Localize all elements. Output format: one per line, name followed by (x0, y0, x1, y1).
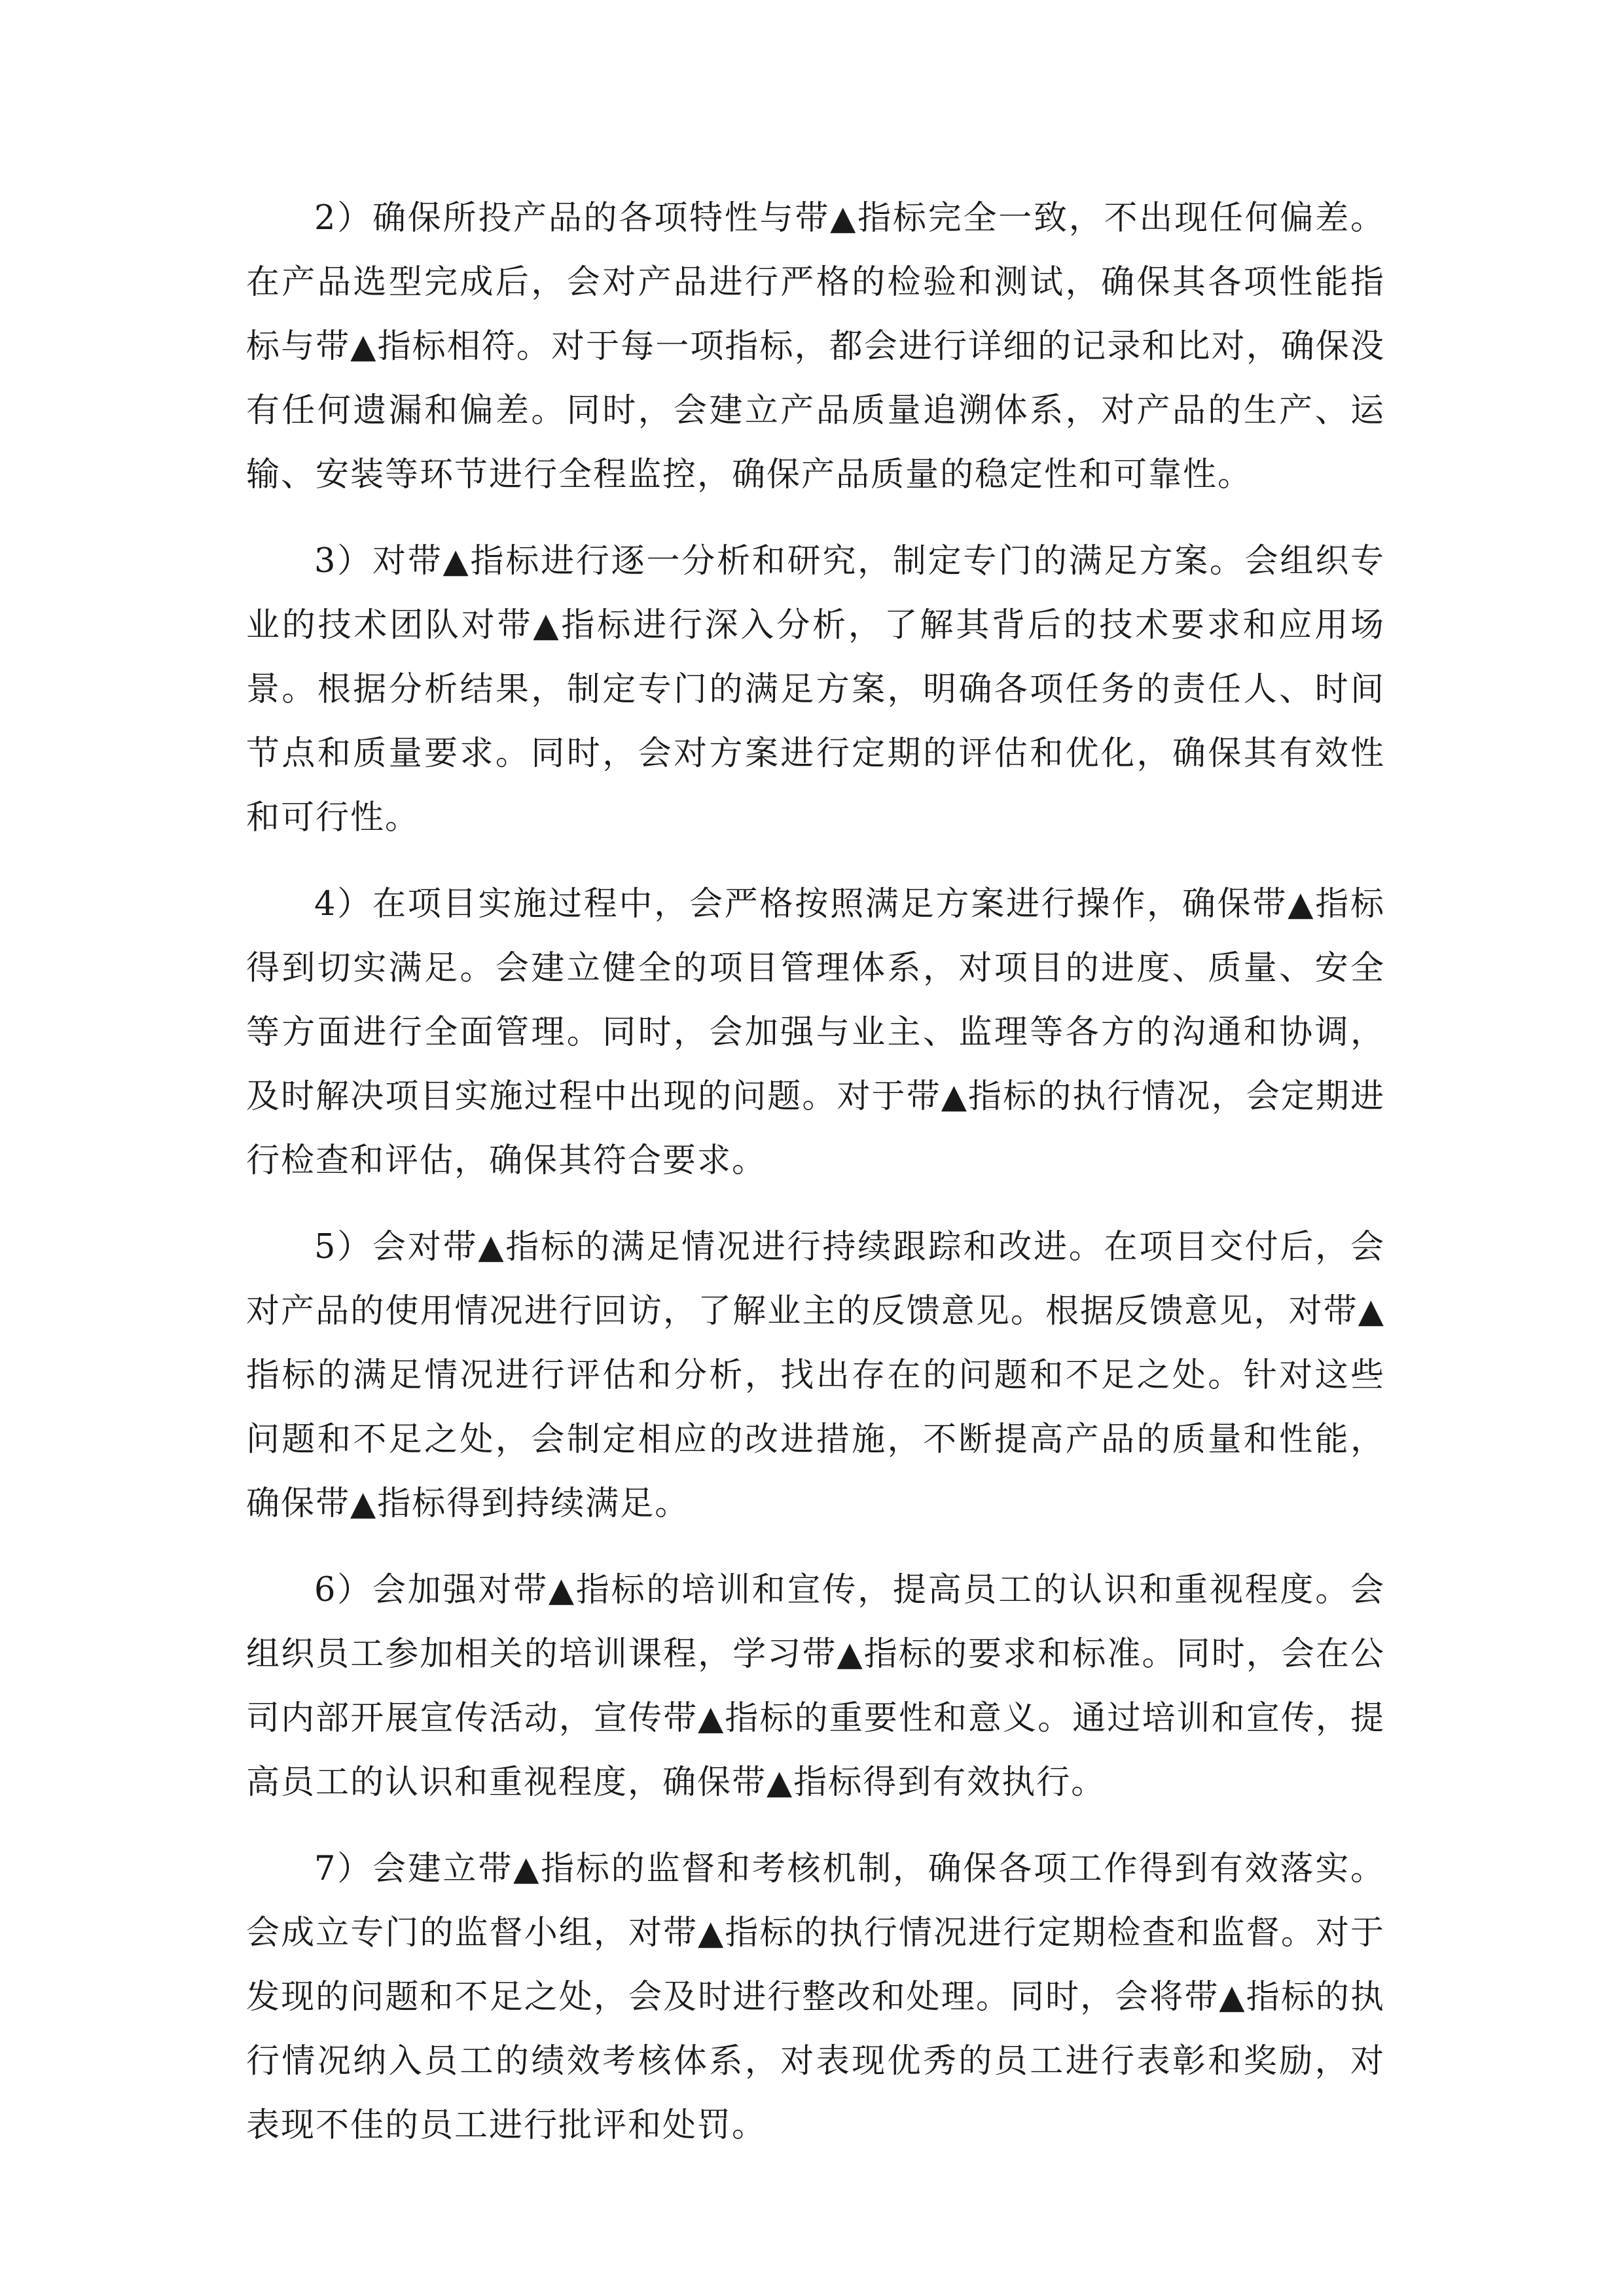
paragraph-item-3: 3）对带▲指标进行逐一分析和研究，制定专门的满足方案。会组织专业的技术团队对带▲指标进行深入分析，了解其背后的技术要求和应用场景。根据分析结果，制定专门的满足方案，明确各项任务的责任人、时间节点和质量要求。同时，会对方案进行定期的评估和优化，确保其有效性和可行性。 (246, 542, 1385, 837)
paragraph-item-7: 7）会建立带▲指标的监督和考核机制，确保各项工作得到有效落实。会成立专门的监督小组，对带▲指标的执行情况进行定期检查和监督。对于发现的问题和不足之处，会及时进行整改和处理。同时，会将带▲指标的执行情况纳入员工的绩效考核体系，对表现优秀的员工进行表彰和奖励，对表现不佳的员工进行批评和处罚。 (246, 1850, 1385, 2145)
paragraph-item-2: 2）确保所投产品的各项特性与带▲指标完全一致，不出现任何偏差。在产品选型完成后，会对产品进行严格的检验和测试，确保其各项性能指标与带▲指标相符。对于每一项指标，都会进行详细的记录和比对，确保没有任何遗漏和偏差。同时，会建立产品质量追溯体系，对产品的生产、运输、安装等环节进行全程监控，确保产品质量的稳定性和可靠性。 (246, 199, 1385, 494)
paragraph-item-6: 6）会加强对带▲指标的培训和宣传，提高员工的认识和重视程度。会组织员工参加相关的培训课程，学习带▲指标的要求和标准。同时，会在公司内部开展宣传活动，宣传带▲指标的重要性和意义。通过培训和宣传，提高员工的认识和重视程度，确保带▲指标得到有效执行。 (246, 1571, 1385, 1802)
paragraph-item-4: 4）在项目实施过程中，会严格按照满足方案进行操作，确保带▲指标得到切实满足。会建立健全的项目管理体系，对项目的进度、质量、安全等方面进行全面管理。同时，会加强与业主、监理等各方的沟通和协调，及时解决项目实施过程中出现的问题。对于带▲指标的执行情况，会定期进行检查和评估，确保其符合要求。 (246, 885, 1385, 1180)
paragraph-item-5: 5）会对带▲指标的满足情况进行持续跟踪和改进。在项目交付后，会对产品的使用情况进行回访，了解业主的反馈意见。根据反馈意见，对带▲指标的满足情况进行评估和分析，找出存在的问题和不足之处。针对这些问题和不足之处，会制定相应的改进措施，不断提高产品的质量和性能，确保带▲指标得到持续满足。 (246, 1228, 1385, 1523)
document-body (246, 187, 1385, 2180)
